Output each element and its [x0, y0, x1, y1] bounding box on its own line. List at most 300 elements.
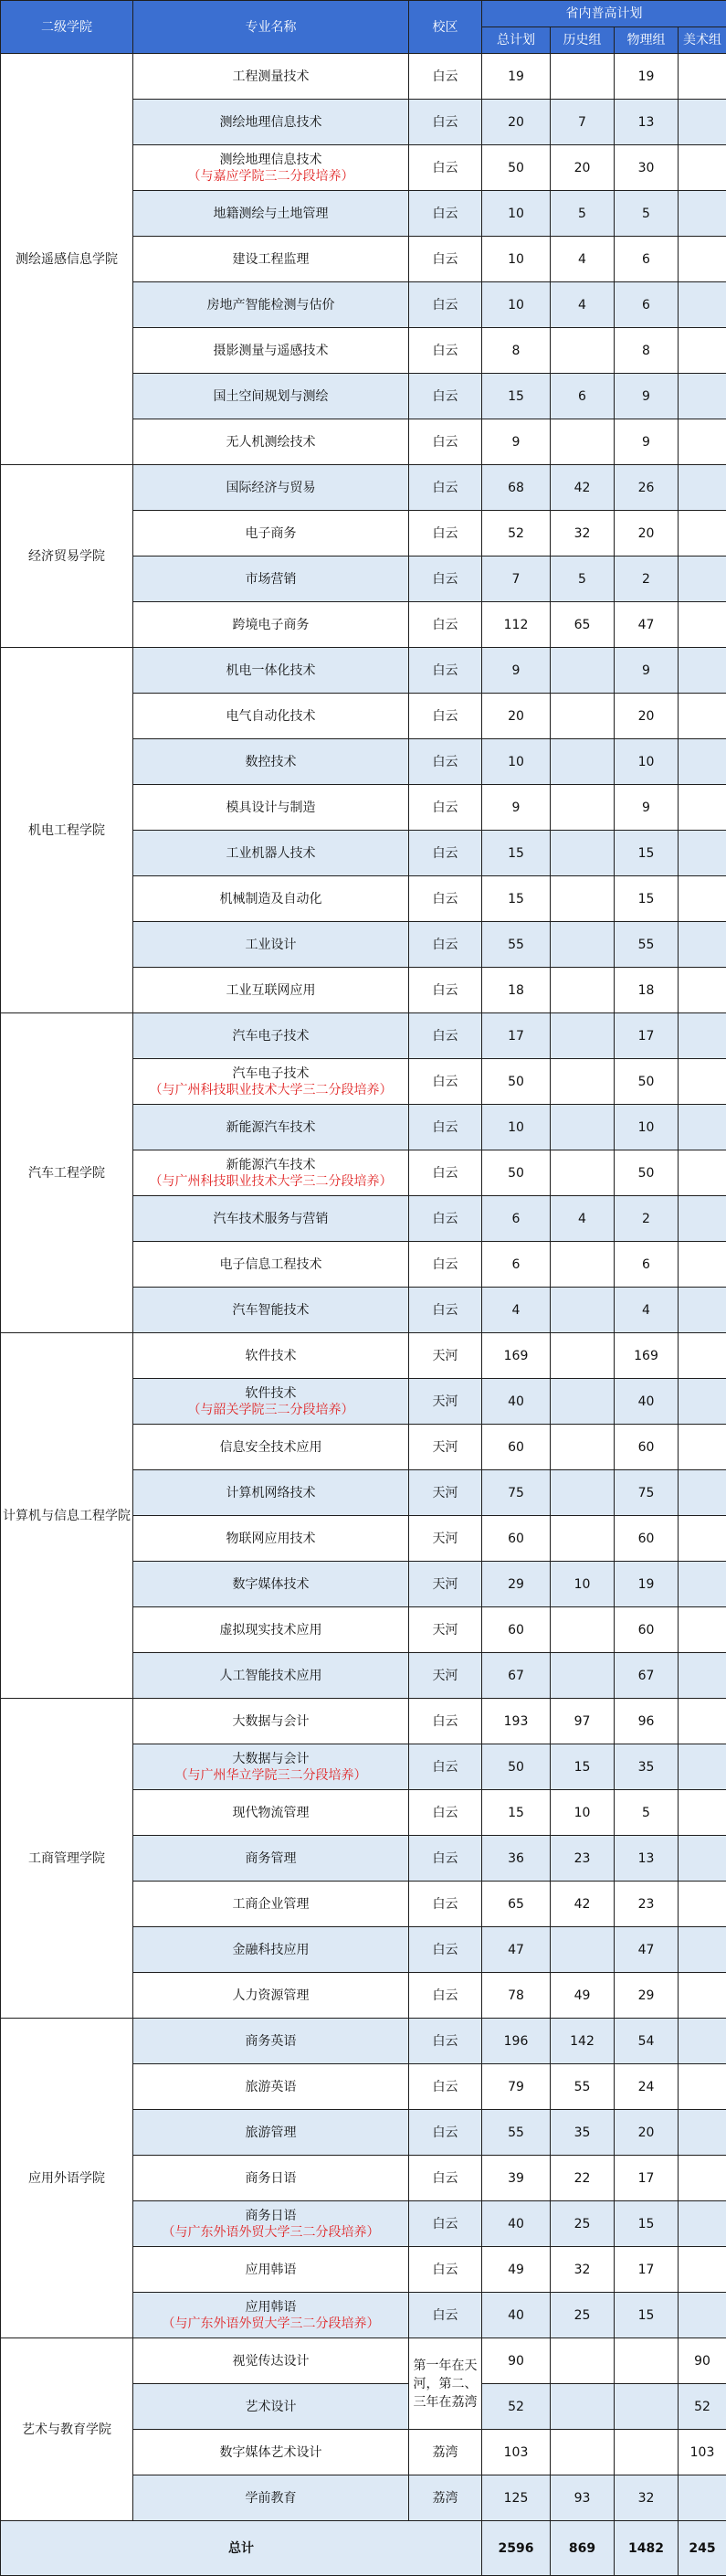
- art-cell: [679, 1744, 726, 1790]
- art-cell: [679, 419, 726, 465]
- header-college: 二级学院: [1, 1, 133, 54]
- major-note: （与广东外语外贸大学三二分段培养）: [135, 2224, 406, 2241]
- major-name: 汽车电子技术: [135, 1028, 406, 1044]
- physics-cell: 60: [615, 1516, 679, 1562]
- history-cell: [551, 2384, 615, 2430]
- campus-cell: 白云: [409, 1927, 482, 1973]
- history-cell: 32: [551, 2247, 615, 2293]
- total-cell: 79: [482, 2064, 551, 2110]
- total-cell: 40: [482, 2201, 551, 2247]
- physics-cell: 96: [615, 1699, 679, 1744]
- total-cell: 15: [482, 876, 551, 922]
- physics-cell: 6: [615, 1242, 679, 1288]
- physics-cell: 15: [615, 2293, 679, 2338]
- major-name: 国土空间规划与测绘: [135, 388, 406, 405]
- footer-label: 总计: [1, 2521, 482, 2576]
- physics-cell: 23: [615, 1882, 679, 1927]
- history-cell: [551, 2338, 615, 2384]
- history-cell: 142: [551, 2019, 615, 2064]
- table-row: [1, 2019, 726, 2064]
- major-cell: [133, 1470, 409, 1516]
- major-cell: [133, 739, 409, 785]
- physics-cell: 18: [615, 968, 679, 1013]
- campus-cell: 白云: [409, 1836, 482, 1882]
- campus-cell: 第一年在天河，第二、三年在荔湾: [409, 2338, 482, 2430]
- major-cell: [133, 1562, 409, 1607]
- physics-cell: 2: [615, 1196, 679, 1242]
- art-cell: [679, 2293, 726, 2338]
- major-name: 汽车智能技术: [135, 1302, 406, 1319]
- total-cell: 60: [482, 1516, 551, 1562]
- major-cell: [133, 1607, 409, 1653]
- campus-cell: 白云: [409, 922, 482, 968]
- total-cell: 60: [482, 1425, 551, 1470]
- total-cell: 10: [482, 191, 551, 237]
- total-cell: 6: [482, 1242, 551, 1288]
- art-cell: [679, 1470, 726, 1516]
- total-cell: 19: [482, 54, 551, 100]
- campus-cell: 白云: [409, 2293, 482, 2338]
- physics-cell: 15: [615, 831, 679, 876]
- total-cell: 52: [482, 2384, 551, 2430]
- major-cell: [133, 1425, 409, 1470]
- art-cell: [679, 1653, 726, 1699]
- campus-cell: 天河: [409, 1333, 482, 1379]
- total-cell: 40: [482, 1379, 551, 1425]
- campus-cell: 白云: [409, 648, 482, 694]
- campus-cell: 白云: [409, 831, 482, 876]
- physics-cell: 50: [615, 1150, 679, 1196]
- header-history: 历史组: [551, 27, 615, 54]
- physics-cell: 2: [615, 557, 679, 602]
- major-name: 新能源汽车技术: [135, 1119, 406, 1136]
- art-cell: [679, 1973, 726, 2019]
- total-cell: 47: [482, 1927, 551, 1973]
- art-cell: 103: [679, 2430, 726, 2475]
- physics-cell: 26: [615, 465, 679, 511]
- major-note: （与嘉应学院三二分段培养）: [135, 168, 406, 185]
- college-name: 艺术与教育学院: [1, 2338, 133, 2521]
- art-cell: [679, 282, 726, 328]
- college-name: 测绘遥感信息学院: [1, 54, 133, 465]
- college-name: 汽车工程学院: [1, 1013, 133, 1333]
- campus-cell: 白云: [409, 1105, 482, 1150]
- major-name: 地籍测绘与土地管理: [135, 206, 406, 222]
- total-cell: 9: [482, 648, 551, 694]
- campus-cell: 天河: [409, 1516, 482, 1562]
- physics-cell: 60: [615, 1607, 679, 1653]
- table-row: [1, 1333, 726, 1379]
- art-cell: [679, 1699, 726, 1744]
- total-cell: 55: [482, 2110, 551, 2156]
- history-cell: 55: [551, 2064, 615, 2110]
- history-cell: 93: [551, 2475, 615, 2521]
- campus-cell: 白云: [409, 465, 482, 511]
- campus-cell: 白云: [409, 511, 482, 557]
- header-major: 专业名称: [133, 1, 409, 54]
- physics-cell: 29: [615, 1973, 679, 2019]
- total-cell: 20: [482, 100, 551, 145]
- history-cell: 22: [551, 2156, 615, 2201]
- total-cell: 78: [482, 1973, 551, 2019]
- table-row: [1, 465, 726, 511]
- major-cell: [133, 694, 409, 739]
- art-cell: [679, 1927, 726, 1973]
- major-cell: [133, 1882, 409, 1927]
- physics-cell: 20: [615, 694, 679, 739]
- physics-cell: 20: [615, 511, 679, 557]
- major-name: 应用韩语: [135, 2299, 406, 2316]
- table-row: [1, 2338, 726, 2384]
- total-cell: 50: [482, 1744, 551, 1790]
- physics-cell: 17: [615, 2156, 679, 2201]
- total-cell: 55: [482, 922, 551, 968]
- total-cell: 50: [482, 1059, 551, 1105]
- major-cell: [133, 1927, 409, 1973]
- major-name: 房地产智能检测与估价: [135, 297, 406, 313]
- art-cell: [679, 145, 726, 191]
- major-cell: [133, 100, 409, 145]
- campus-cell: 白云: [409, 328, 482, 374]
- total-cell: 20: [482, 694, 551, 739]
- physics-cell: 67: [615, 1653, 679, 1699]
- footer-history: 869: [551, 2521, 615, 2576]
- major-name: 电子信息工程技术: [135, 1256, 406, 1273]
- major-cell: [133, 1699, 409, 1744]
- table-row: [1, 648, 726, 694]
- total-cell: 90: [482, 2338, 551, 2384]
- history-cell: 97: [551, 1699, 615, 1744]
- physics-cell: 24: [615, 2064, 679, 2110]
- art-cell: [679, 1790, 726, 1836]
- major-cell: [133, 1973, 409, 2019]
- total-cell: 9: [482, 419, 551, 465]
- major-cell: [133, 511, 409, 557]
- major-name: 汽车电子技术: [135, 1065, 406, 1082]
- history-cell: 5: [551, 557, 615, 602]
- history-cell: [551, 694, 615, 739]
- physics-cell: [615, 2430, 679, 2475]
- campus-cell: 白云: [409, 739, 482, 785]
- total-cell: 10: [482, 1105, 551, 1150]
- total-cell: 6: [482, 1196, 551, 1242]
- campus-cell: 天河: [409, 1562, 482, 1607]
- history-cell: 4: [551, 237, 615, 282]
- footer-art: 245: [679, 2521, 726, 2576]
- art-cell: [679, 1562, 726, 1607]
- art-cell: [679, 1333, 726, 1379]
- campus-cell: 白云: [409, 557, 482, 602]
- history-cell: 20: [551, 145, 615, 191]
- physics-cell: 13: [615, 100, 679, 145]
- art-cell: [679, 237, 726, 282]
- total-cell: 169: [482, 1333, 551, 1379]
- major-cell: [133, 1790, 409, 1836]
- total-cell: 193: [482, 1699, 551, 1744]
- major-name: 机电一体化技术: [135, 663, 406, 679]
- major-cell: [133, 2338, 409, 2384]
- art-cell: [679, 1516, 726, 1562]
- history-cell: [551, 1425, 615, 1470]
- major-cell: [133, 191, 409, 237]
- physics-cell: 32: [615, 2475, 679, 2521]
- art-cell: [679, 1013, 726, 1059]
- major-cell: [133, 648, 409, 694]
- physics-cell: 9: [615, 785, 679, 831]
- college-name: 计算机与信息工程学院: [1, 1333, 133, 1699]
- major-cell: [133, 1744, 409, 1790]
- history-cell: 49: [551, 1973, 615, 2019]
- art-cell: [679, 648, 726, 694]
- major-cell: [133, 1836, 409, 1882]
- history-cell: 10: [551, 1790, 615, 1836]
- major-name: 工程测量技术: [135, 69, 406, 85]
- physics-cell: 6: [615, 237, 679, 282]
- major-note: （与韶关学院三二分段培养）: [135, 1402, 406, 1418]
- physics-cell: 40: [615, 1379, 679, 1425]
- major-note: （与广东外语外贸大学三二分段培养）: [135, 2316, 406, 2332]
- history-cell: [551, 968, 615, 1013]
- physics-cell: 47: [615, 602, 679, 648]
- campus-cell: 白云: [409, 2201, 482, 2247]
- art-cell: [679, 1836, 726, 1882]
- college-name: 应用外语学院: [1, 2019, 133, 2338]
- history-cell: 7: [551, 100, 615, 145]
- history-cell: 65: [551, 602, 615, 648]
- history-cell: 15: [551, 1744, 615, 1790]
- major-name: 数控技术: [135, 754, 406, 770]
- total-cell: 15: [482, 374, 551, 419]
- history-cell: [551, 1013, 615, 1059]
- campus-cell: 白云: [409, 876, 482, 922]
- major-cell: [133, 419, 409, 465]
- history-cell: [551, 876, 615, 922]
- major-name: 工业互联网应用: [135, 982, 406, 999]
- physics-cell: 17: [615, 1013, 679, 1059]
- history-cell: [551, 1150, 615, 1196]
- campus-cell: 白云: [409, 1150, 482, 1196]
- major-name: 测绘地理信息技术: [135, 114, 406, 131]
- art-cell: [679, 191, 726, 237]
- history-cell: 32: [551, 511, 615, 557]
- total-cell: 18: [482, 968, 551, 1013]
- total-cell: 68: [482, 465, 551, 511]
- campus-cell: 白云: [409, 237, 482, 282]
- major-cell: [133, 465, 409, 511]
- physics-cell: 55: [615, 922, 679, 968]
- major-cell: [133, 282, 409, 328]
- history-cell: [551, 1607, 615, 1653]
- campus-cell: 白云: [409, 2019, 482, 2064]
- major-name: 工业设计: [135, 937, 406, 953]
- campus-cell: 天河: [409, 1379, 482, 1425]
- history-cell: [551, 1516, 615, 1562]
- major-name: 商务英语: [135, 2033, 406, 2050]
- history-cell: [551, 831, 615, 876]
- art-cell: [679, 2019, 726, 2064]
- art-cell: [679, 602, 726, 648]
- physics-cell: 4: [615, 1288, 679, 1333]
- physics-cell: 15: [615, 2201, 679, 2247]
- campus-cell: 天河: [409, 1470, 482, 1516]
- total-cell: 8: [482, 328, 551, 374]
- table-body: [1, 54, 726, 2521]
- major-name: 人力资源管理: [135, 1988, 406, 2004]
- major-name: 大数据与会计: [135, 1713, 406, 1730]
- major-name: 无人机测绘技术: [135, 434, 406, 451]
- art-cell: [679, 2201, 726, 2247]
- total-cell: 103: [482, 2430, 551, 2475]
- major-name: 国际经济与贸易: [135, 480, 406, 496]
- history-cell: 42: [551, 1882, 615, 1927]
- history-cell: 10: [551, 1562, 615, 1607]
- total-cell: 10: [482, 739, 551, 785]
- total-cell: 4: [482, 1288, 551, 1333]
- art-cell: [679, 511, 726, 557]
- physics-cell: 9: [615, 419, 679, 465]
- major-cell: [133, 2156, 409, 2201]
- major-name: 计算机网络技术: [135, 1485, 406, 1501]
- major-cell: [133, 1288, 409, 1333]
- campus-cell: 白云: [409, 1699, 482, 1744]
- major-name: 摄影测量与遥感技术: [135, 343, 406, 359]
- total-cell: 40: [482, 2293, 551, 2338]
- history-cell: [551, 1105, 615, 1150]
- major-name: 工业机器人技术: [135, 845, 406, 862]
- history-cell: [551, 2430, 615, 2475]
- campus-cell: 白云: [409, 1242, 482, 1288]
- history-cell: 4: [551, 1196, 615, 1242]
- campus-cell: 天河: [409, 1607, 482, 1653]
- art-cell: [679, 922, 726, 968]
- total-cell: 125: [482, 2475, 551, 2521]
- major-cell: [133, 785, 409, 831]
- art-cell: [679, 1196, 726, 1242]
- art-cell: 52: [679, 2384, 726, 2430]
- major-note: （与广州科技职业技术大学三二分段培养）: [135, 1173, 406, 1190]
- major-note: （与广州科技职业技术大学三二分段培养）: [135, 1082, 406, 1098]
- major-cell: [133, 145, 409, 191]
- campus-cell: 白云: [409, 1744, 482, 1790]
- physics-cell: 19: [615, 54, 679, 100]
- art-cell: [679, 2247, 726, 2293]
- major-cell: [133, 831, 409, 876]
- history-cell: 42: [551, 465, 615, 511]
- history-cell: [551, 922, 615, 968]
- campus-cell: 白云: [409, 1973, 482, 2019]
- art-cell: [679, 1242, 726, 1288]
- physics-cell: 9: [615, 648, 679, 694]
- history-cell: [551, 1379, 615, 1425]
- total-cell: 36: [482, 1836, 551, 1882]
- art-cell: [679, 694, 726, 739]
- major-cell: [133, 1105, 409, 1150]
- major-cell: [133, 2247, 409, 2293]
- physics-cell: 54: [615, 2019, 679, 2064]
- art-cell: [679, 831, 726, 876]
- major-name: 电气自动化技术: [135, 708, 406, 725]
- campus-cell: 白云: [409, 602, 482, 648]
- major-cell: [133, 1150, 409, 1196]
- header-campus: 校区: [409, 1, 482, 54]
- major-cell: [133, 1196, 409, 1242]
- art-cell: [679, 54, 726, 100]
- major-name: 商务管理: [135, 1850, 406, 1867]
- art-cell: [679, 1105, 726, 1150]
- art-cell: [679, 1288, 726, 1333]
- art-cell: [679, 2156, 726, 2201]
- major-name: 商务日语: [135, 2170, 406, 2187]
- table-row: [1, 1013, 726, 1059]
- major-cell: [133, 237, 409, 282]
- major-cell: [133, 1379, 409, 1425]
- physics-cell: 13: [615, 1836, 679, 1882]
- history-cell: [551, 419, 615, 465]
- major-name: 现代物流管理: [135, 1805, 406, 1821]
- art-cell: [679, 1882, 726, 1927]
- total-cell: 10: [482, 237, 551, 282]
- major-cell: [133, 968, 409, 1013]
- major-name: 建设工程监理: [135, 251, 406, 268]
- history-cell: [551, 1927, 615, 1973]
- art-cell: [679, 1607, 726, 1653]
- major-name: 测绘地理信息技术: [135, 152, 406, 168]
- college-name: 工商管理学院: [1, 1699, 133, 2019]
- total-cell: 17: [482, 1013, 551, 1059]
- major-name: 旅游管理: [135, 2125, 406, 2141]
- campus-cell: 荔湾: [409, 2475, 482, 2521]
- history-cell: [551, 1470, 615, 1516]
- history-cell: [551, 1653, 615, 1699]
- history-cell: [551, 1288, 615, 1333]
- major-name: 虚拟现实技术应用: [135, 1622, 406, 1638]
- major-cell: [133, 876, 409, 922]
- major-cell: [133, 2064, 409, 2110]
- history-cell: 4: [551, 282, 615, 328]
- campus-cell: 白云: [409, 1196, 482, 1242]
- campus-cell: 白云: [409, 694, 482, 739]
- physics-cell: 17: [615, 2247, 679, 2293]
- campus-cell: 白云: [409, 1882, 482, 1927]
- history-cell: 35: [551, 2110, 615, 2156]
- history-cell: [551, 328, 615, 374]
- history-cell: 6: [551, 374, 615, 419]
- major-name: 电子商务: [135, 525, 406, 542]
- campus-cell: 白云: [409, 968, 482, 1013]
- major-cell: [133, 557, 409, 602]
- campus-cell: 白云: [409, 1288, 482, 1333]
- physics-cell: [615, 2384, 679, 2430]
- campus-cell: 白云: [409, 2110, 482, 2156]
- major-name: 艺术设计: [135, 2399, 406, 2415]
- total-cell: 10: [482, 282, 551, 328]
- major-name: 商务日语: [135, 2208, 406, 2224]
- art-cell: [679, 1379, 726, 1425]
- major-name: 机械制造及自动化: [135, 891, 406, 907]
- major-cell: [133, 1013, 409, 1059]
- college-name: 机电工程学院: [1, 648, 133, 1013]
- art-cell: [679, 1059, 726, 1105]
- college-name: 经济贸易学院: [1, 465, 133, 648]
- major-name: 大数据与会计: [135, 1751, 406, 1767]
- major-name: 视觉传达设计: [135, 2353, 406, 2369]
- art-cell: [679, 2110, 726, 2156]
- history-cell: [551, 648, 615, 694]
- major-name: 金融科技应用: [135, 1942, 406, 1958]
- major-name: 数字媒体技术: [135, 1576, 406, 1593]
- physics-cell: 75: [615, 1470, 679, 1516]
- major-cell: [133, 1516, 409, 1562]
